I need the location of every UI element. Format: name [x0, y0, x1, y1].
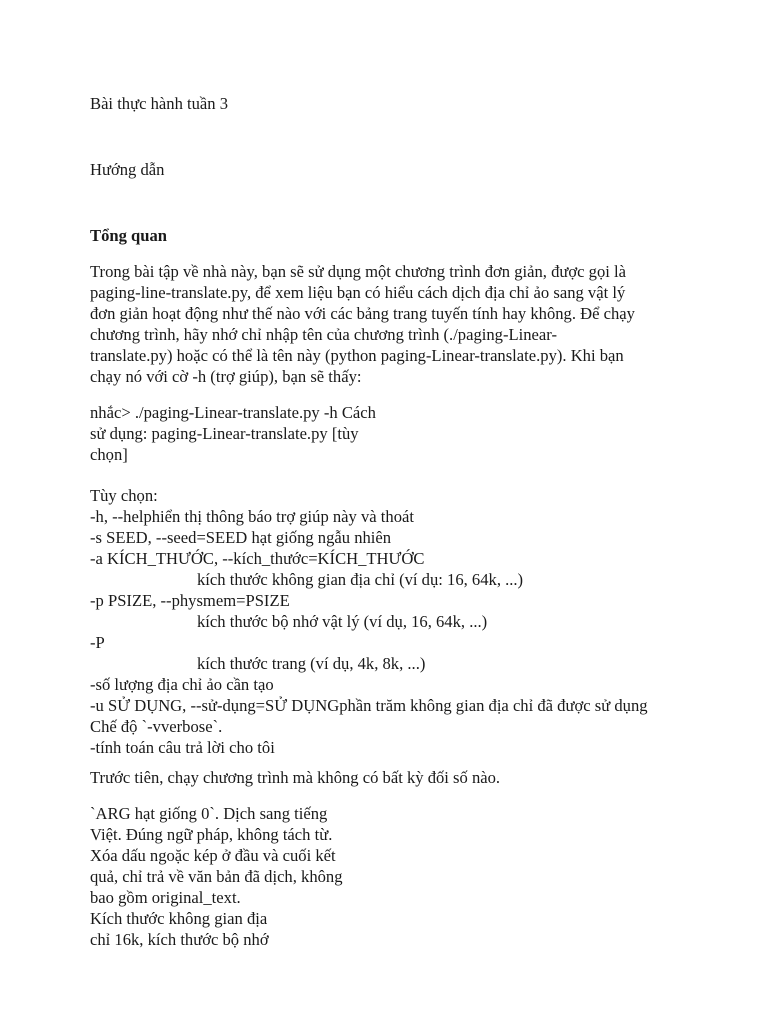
section-heading: Tổng quan [90, 226, 168, 245]
intro-line: Trong bài tập về nhà này, bạn sẽ sử dụng một chương trình đơn giản, được gọi là [90, 262, 626, 281]
document-subtitle: Hướng dẫn [90, 160, 165, 179]
usage-line: chọn] [90, 445, 128, 464]
option-line: -p PSIZE, --physmem=PSIZE [90, 591, 290, 610]
options-heading: Tùy chọn: [90, 486, 158, 505]
intro-line: chạy nó với cờ -h (trợ giúp), bạn sẽ thấy: [90, 367, 362, 386]
option-line: -a KÍCH_THƯỚC, --kích_thước=KÍCH_THƯỚC [90, 549, 425, 568]
intro-line: translate.py) hoặc có thể là tên này (python paging-Linear-translate.py). Khi bạn [90, 346, 624, 365]
tail-line: Kích thước không gian địa [90, 909, 268, 928]
option-description: kích thước không gian địa chỉ (ví dụ: 16, 64k, ...) [197, 570, 524, 589]
intro-line: paging-line-translate.py, để xem liệu bạn có hiểu cách dịch địa chỉ ảo sang vật lý [90, 283, 626, 302]
tail-line: `ARG hạt giống 0`. Dịch sang tiếng [90, 804, 328, 823]
intro-line: đơn giản hoạt động như thế nào với các bảng trang tuyến tính hay không. Để chạy [90, 304, 635, 323]
tail-line: Việt. Đúng ngữ pháp, không tách từ. [90, 825, 333, 844]
option-line: Chế độ `-vverbose`. [90, 717, 223, 736]
usage-line: nhắc> ./paging-Linear-translate.py -h Cách [90, 403, 376, 422]
option-line: -P [90, 633, 105, 652]
option-line: -u SỬ DỤNG, --sử-dụng=SỬ DỤNGphần trăm không gian địa chỉ đã được sử dụng [90, 696, 648, 715]
option-description: kích thước trang (ví dụ, 4k, 8k, ...) [197, 654, 426, 673]
usage-line: sử dụng: paging-Linear-translate.py [tùy [90, 424, 359, 443]
intro-line: chương trình, hãy nhớ chỉ nhập tên của chương trình (./paging-Linear- [90, 325, 557, 344]
tail-line: chỉ 16k, kích thước bộ nhớ [90, 930, 269, 949]
tail-line: quả, chỉ trả về văn bản đã dịch, không [90, 867, 343, 886]
tail-line: Xóa dấu ngoặc kép ở đầu và cuối kết [90, 846, 336, 865]
document-title: Bài thực hành tuần 3 [90, 94, 229, 113]
option-line: -số lượng địa chỉ ảo cần tạo [90, 675, 274, 694]
tail-line: bao gồm original_text. [90, 888, 241, 907]
option-line: -h, --helphiển thị thông báo trợ giúp này và thoát [90, 507, 414, 526]
run-instruction: Trước tiên, chạy chương trình mà không có bất kỳ đối số nào. [90, 768, 501, 787]
option-description: kích thước bộ nhớ vật lý (ví dụ, 16, 64k, ...) [197, 612, 488, 631]
option-line: -s SEED, --seed=SEED hạt giống ngẫu nhiên [90, 528, 392, 547]
option-line: -tính toán câu trả lời cho tôi [90, 738, 275, 757]
